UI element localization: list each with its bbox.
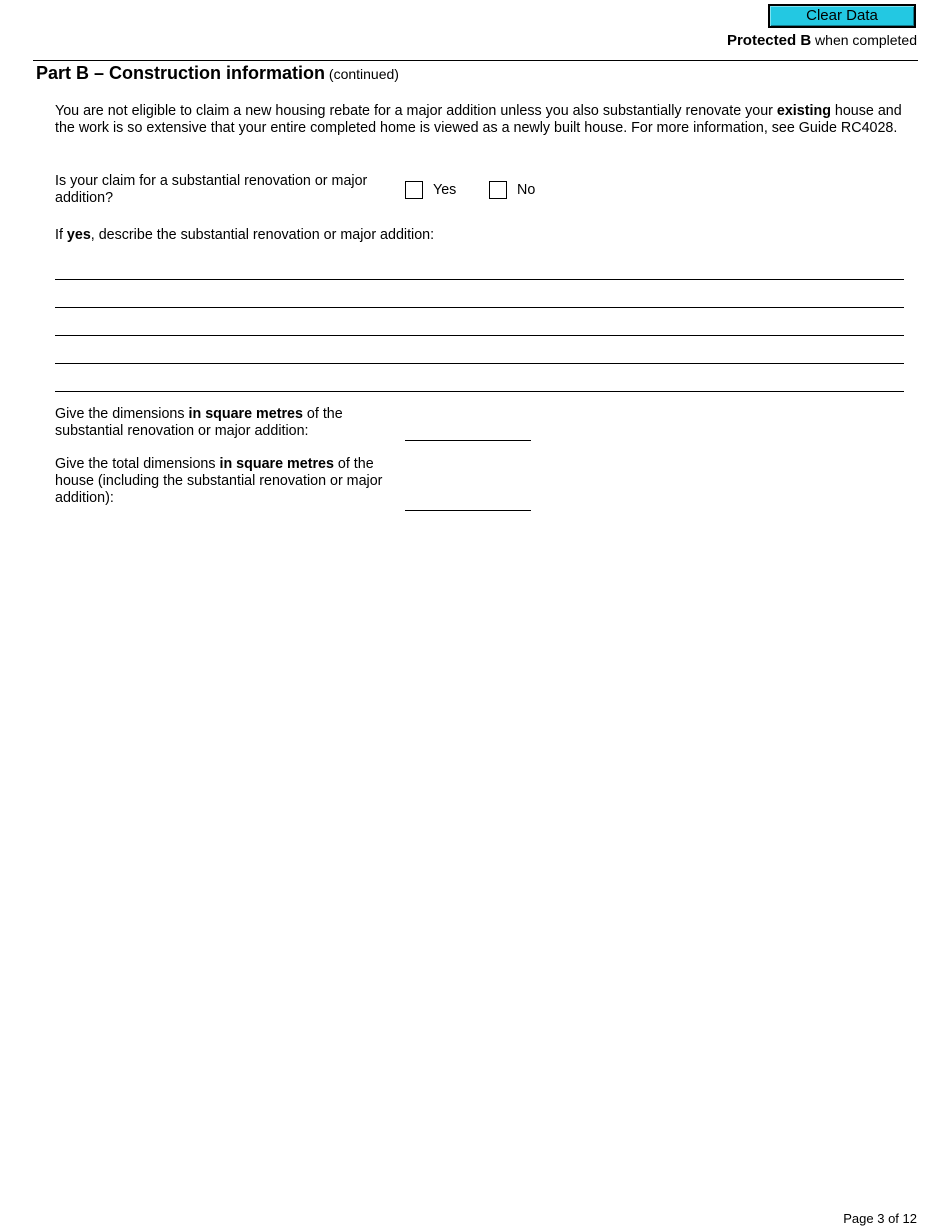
renovation-dim-text-1: Give the dimensions	[55, 406, 189, 422]
total-dim-bold: in square metres	[219, 456, 334, 472]
describe-prefix: If	[55, 227, 67, 243]
section-title-text: Part B – Construction information	[36, 63, 326, 83]
description-line-5[interactable]	[55, 366, 904, 392]
renovation-dimensions-input[interactable]	[405, 419, 531, 441]
no-checkbox-label: No	[517, 182, 536, 198]
protected-b-notice	[727, 32, 917, 49]
no-checkbox[interactable]	[489, 181, 507, 199]
total-dimensions-input[interactable]	[405, 489, 531, 511]
eligibility-paragraph	[55, 103, 915, 137]
eligibility-text-2: house and the work is so extensive that your entire completed home is viewed as a newly built house. For more information, see Guide RC4028.	[55, 103, 902, 136]
renovation-dimensions-label	[55, 406, 365, 440]
description-line-3[interactable]	[55, 310, 904, 336]
section-title	[36, 63, 399, 84]
renovation-question-label: Is your claim for a substantial renovation or major addition?	[55, 173, 368, 206]
describe-prompt	[55, 227, 434, 244]
description-line-4[interactable]	[55, 338, 904, 364]
eligibility-text-bold: existing	[776, 103, 831, 119]
describe-bold: yes	[66, 227, 91, 243]
yes-checkbox[interactable]	[405, 181, 423, 199]
describe-suffix: , describe the substantial renovation or major addition:	[90, 227, 435, 243]
total-dim-text-2: of the house (including the substantial renovation or major addition):	[55, 456, 383, 506]
total-dim-text-1: Give the total dimensions	[55, 456, 220, 472]
renovation-dim-text-2: of the substantial renovation or major addition:	[55, 406, 343, 439]
description-line-1[interactable]	[55, 254, 904, 280]
header-divider	[33, 60, 918, 61]
clear-data-button[interactable]: Clear Data	[768, 4, 916, 28]
total-dimensions-label	[55, 456, 385, 507]
description-line-2[interactable]	[55, 282, 904, 308]
eligibility-text-1: You are not eligible to claim a new housing rebate for a major addition unless you also substantially renovate your	[55, 103, 777, 119]
renovation-dim-bold: in square metres	[188, 406, 303, 422]
protected-b-suffix: when completed	[811, 32, 917, 48]
section-title-continued: (continued)	[325, 66, 399, 82]
protected-b-label: Protected B	[726, 32, 812, 49]
page-number: Page 3 of 12	[843, 1211, 917, 1226]
yes-checkbox-label: Yes	[433, 182, 457, 198]
